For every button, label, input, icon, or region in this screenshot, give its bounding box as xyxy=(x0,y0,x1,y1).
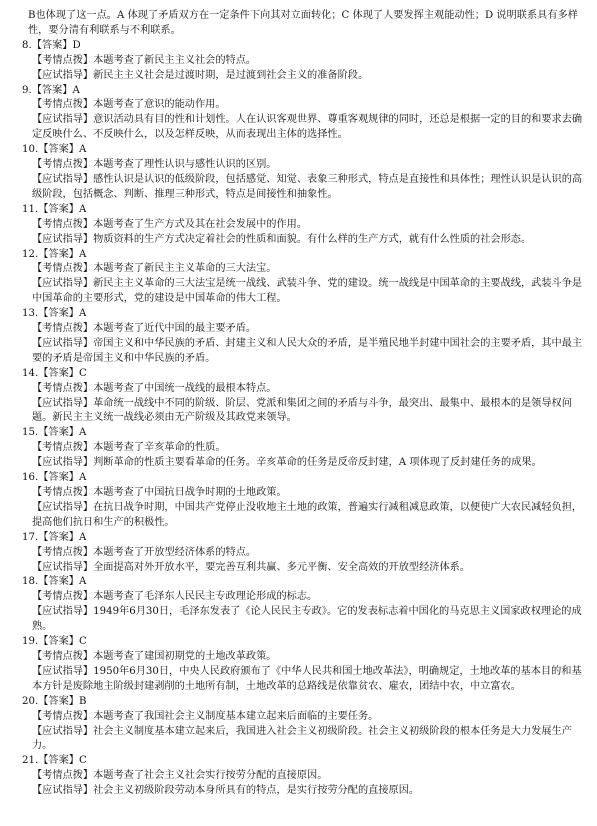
exam-point-row xyxy=(32,262,583,277)
guidance-row xyxy=(32,277,583,307)
question-number: 19. xyxy=(22,636,39,648)
answer-item xyxy=(22,248,583,308)
question-number: 20. xyxy=(22,695,39,707)
exam-point-tag: 【考情点拨】 xyxy=(32,710,94,722)
answer-label: 【答案】A xyxy=(38,144,87,156)
answer-label: 【答案】A xyxy=(38,203,87,215)
answer-label: 【答案】C xyxy=(38,367,87,379)
guidance-text: 革命统一战线中不同的阶级、阶层、党派和集团之间的矛盾与斗争，最突出、最集中、最根本的是领导权问题。新民主主义统一战线必须由无产阶级及其政党来领导。 xyxy=(32,397,572,424)
answer-heading xyxy=(22,635,583,650)
exam-point-text: 本题考查了近代中国的最主要矛盾。 xyxy=(93,323,257,335)
exam-point-text: 本题考查了生产方式及其在社会发展中的作用。 xyxy=(93,218,308,230)
guidance-row xyxy=(32,397,583,427)
guidance-row xyxy=(32,337,583,367)
guidance-row xyxy=(32,501,583,531)
exam-point-text: 本题考查了理性认识与感性认识的区别。 xyxy=(93,159,277,171)
exam-point-text: 本题考查了新民主主义革命的三大法宝。 xyxy=(93,263,277,275)
answer-heading xyxy=(22,754,583,769)
guidance-text: 在抗日战争时期，中国共产党停止没收地主土地的政策，普遍实行减租减息政策，以便使广大农民减轻负担，提高他们抗日和生产的积极性。 xyxy=(32,501,583,528)
guidance-row xyxy=(32,784,583,799)
exam-point-text: 本题考查了社会主义社会实行按劳分配的直接原因。 xyxy=(93,770,328,782)
question-number: 10. xyxy=(22,144,39,156)
answer-heading xyxy=(22,248,583,263)
guidance-row xyxy=(32,456,583,471)
exam-point-text: 本题考查了我国社会主义制度基本建立起来后面临的主要任务。 xyxy=(93,710,379,722)
exam-point-text: 本题考查了中国抗日战争时期的土地政策。 xyxy=(93,487,287,498)
answer-label: 【答案】A xyxy=(38,308,87,320)
answer-label: 【答案】D xyxy=(31,39,81,51)
answer-heading xyxy=(22,143,583,158)
guidance-text: 物质资料的生产方式决定着社会的性质和面貌。有什么样的生产方式，就有什么性质的社会形态。 xyxy=(93,233,532,245)
guidance-row xyxy=(32,725,583,755)
exam-point-text: 本题考查了新民主主义社会的特点。 xyxy=(93,54,257,66)
exam-point-tag: 【考情点拨】 xyxy=(32,650,94,662)
exam-point-tag: 【考情点拨】 xyxy=(32,442,94,454)
exam-point-row xyxy=(32,158,583,173)
answer-list xyxy=(22,39,583,799)
guidance-row xyxy=(32,173,583,203)
answer-item xyxy=(22,695,583,755)
answer-item xyxy=(22,471,583,531)
exam-point-row xyxy=(32,218,583,233)
exam-point-row xyxy=(32,769,583,784)
question-number: 11. xyxy=(22,203,39,215)
answer-heading xyxy=(22,203,583,218)
exam-point-row xyxy=(32,486,583,501)
exam-point-text: 本题考查了建国初期党的土地改革政策。 xyxy=(93,650,277,662)
answer-heading xyxy=(22,426,583,441)
answer-item xyxy=(22,531,583,576)
exam-point-tag: 【考情点拨】 xyxy=(32,99,94,111)
question-number: 13. xyxy=(22,308,39,320)
answer-heading xyxy=(22,84,583,99)
exam-point-tag: 【考情点拨】 xyxy=(32,218,94,230)
exam-point-row xyxy=(32,650,583,665)
question-number: 21. xyxy=(22,755,39,767)
answer-label: 【答案】A xyxy=(38,576,87,588)
guidance-row xyxy=(32,665,583,695)
question-number: 8. xyxy=(22,39,32,51)
guidance-row xyxy=(32,113,583,143)
exam-point-text: 本题考查了意识的能动作用。 xyxy=(93,99,226,111)
answer-label: 【答案】B xyxy=(38,695,87,707)
answer-heading xyxy=(22,695,583,710)
question-number: 9. xyxy=(22,84,32,96)
answer-label: 【答案】A xyxy=(38,531,87,543)
answer-label: 【答案】C xyxy=(38,755,87,767)
guidance-text: 社会主义初级阶段劳动本身所具有的特点，是实行按劳分配的直接原因。 xyxy=(93,785,420,797)
guidance-row xyxy=(32,605,583,635)
answer-item xyxy=(22,84,583,144)
question-number: 12. xyxy=(22,248,39,260)
exam-point-row xyxy=(32,590,583,605)
answer-label: 【答案】A xyxy=(38,472,87,484)
guidance-tag: 【应试指导】 xyxy=(32,665,94,677)
exam-point-tag: 【考情点拨】 xyxy=(32,770,94,782)
guidance-tag: 【应试指导】 xyxy=(32,114,94,126)
answer-heading xyxy=(22,531,583,546)
guidance-text: 意识活动具有目的性和计划性。人在认识客观世界、尊重客观规律的同时，还总是根据一定的目的和要求去确定反映什么、不反映什么，以及怎样反映，从而表现出主体的选择性。 xyxy=(32,114,583,141)
guidance-text: 新民主主义社会是过渡时期，是过渡到社会主义的准备阶段。 xyxy=(93,69,369,81)
exam-point-row xyxy=(32,382,583,397)
answer-label: 【答案】A xyxy=(38,427,87,439)
question-number: 17. xyxy=(22,531,39,543)
answer-heading xyxy=(22,471,583,486)
answer-item xyxy=(22,367,583,427)
guidance-text: 全面提高对外开放水平，要完善互利共赢、多元平衡、安全高效的开放型经济体系。 xyxy=(93,561,471,573)
exam-point-row xyxy=(32,441,583,456)
exam-point-row xyxy=(32,546,583,561)
guidance-row xyxy=(32,69,583,84)
question-number: 15. xyxy=(22,427,39,439)
answer-item xyxy=(22,143,583,203)
guidance-tag: 【应试指导】 xyxy=(32,278,94,290)
answer-item xyxy=(22,39,583,84)
intro-paragraph: B也体现了这一点。A 体现了矛盾双方在一定条件下向其对立面转化；C 体现了人要发挥主观能动性；D 说明联系具有多样性，要分清有利联系与不利联系。 xyxy=(28,10,578,36)
guidance-text: 1949年6月30日，毛泽东发表了《论人民民主专政》。它的发表标志着中国化的马克思主义国家政权理论的成熟。 xyxy=(32,606,582,633)
answer-item xyxy=(22,635,583,695)
guidance-text: 新民主主义革命的三大法宝是统一战线、武装斗争、党的建设。统一战线是中国革命的主要战线，武装斗争是中国革命的主要形式，党的建设是中国革命的伟大工程。 xyxy=(32,278,583,305)
answer-heading xyxy=(22,367,583,382)
guidance-tag: 【应试指导】 xyxy=(32,725,94,737)
guidance-tag: 【应试指导】 xyxy=(32,397,94,409)
answer-label: 【答案】A xyxy=(38,248,87,260)
guidance-tag: 【应试指导】 xyxy=(32,501,94,513)
exam-point-tag: 【考情点拨】 xyxy=(32,263,94,275)
exam-point-tag: 【考情点拨】 xyxy=(32,54,94,66)
guidance-tag: 【应试指导】 xyxy=(32,69,94,81)
exam-point-row xyxy=(32,54,583,69)
answer-item xyxy=(22,575,583,635)
answer-heading xyxy=(22,39,583,54)
guidance-row xyxy=(32,233,583,248)
guidance-text: 帝国主义和中华民族的矛盾、封建主义和人民大众的矛盾，是半殖民地半封建中国社会的主要矛盾，其中最主要的矛盾是帝国主义和中华民族的矛盾。 xyxy=(32,337,583,364)
exam-point-text: 本题考查了中国统一战线的最根本特点。 xyxy=(93,382,277,394)
exam-point-text: 本题考查了辛亥革命的性质。 xyxy=(93,442,226,454)
guidance-tag: 【应试指导】 xyxy=(32,457,94,469)
exam-point-tag: 【考情点拨】 xyxy=(32,546,94,558)
answer-item xyxy=(22,307,583,367)
answer-item xyxy=(22,203,583,248)
answer-heading xyxy=(22,575,583,590)
exam-point-row xyxy=(32,322,583,337)
guidance-tag: 【应试指导】 xyxy=(32,337,94,349)
answer-label: 【答案】A xyxy=(31,84,80,96)
exam-point-text: 本题考查了毛泽东人民民主专政理论形成的标志。 xyxy=(93,591,318,603)
question-number: 18. xyxy=(22,576,39,588)
guidance-text: 1950年6月30日，中央人民政府颁布了《中华人民共和国土地改革法》，明确规定，土地改革的基本目的和基本方针是废除地主阶级封建剥削的土地所有制，土地改革的总路线是依靠贫农、雇农，团结中农，中立富农。 xyxy=(32,665,582,692)
answer-item xyxy=(22,754,583,799)
question-number: 16. xyxy=(22,472,39,484)
guidance-text: 感性认识是认识的低级阶段，包括感觉、知觉、表象三种形式，特点是直接性和具体性；理性认识是认识的高级阶段，包括概念、判断、推理三种形式，特点是间接性和抽象性。 xyxy=(32,173,583,200)
guidance-tag: 【应试指导】 xyxy=(32,606,94,618)
question-number: 14. xyxy=(22,367,39,379)
answer-label: 【答案】C xyxy=(38,636,87,648)
guidance-tag: 【应试指导】 xyxy=(32,785,94,797)
guidance-tag: 【应试指导】 xyxy=(32,173,94,185)
exam-point-tag: 【考情点拨】 xyxy=(32,591,94,603)
exam-point-tag: 【考情点拨】 xyxy=(32,159,94,171)
exam-point-tag: 【考情点拨】 xyxy=(32,323,94,335)
exam-point-row xyxy=(32,98,583,113)
exam-point-row xyxy=(32,710,583,725)
guidance-text: 判断革命的性质主要看革命的任务。辛亥革命的任务是反帝反封建，A 项体现了反封建任务的成果。 xyxy=(93,457,542,469)
answer-heading xyxy=(22,307,583,322)
guidance-row xyxy=(32,561,583,576)
answer-item xyxy=(22,426,583,471)
exam-point-tag: 【考情点拨】 xyxy=(32,382,94,394)
guidance-text: 社会主义制度基本建立起来后，我国进入社会主义初级阶段。社会主义初级阶段的根本任务是大力发展生产力。 xyxy=(32,725,572,752)
exam-point-text: 本题考查了开放型经济体系的特点。 xyxy=(93,546,257,558)
guidance-tag: 【应试指导】 xyxy=(32,233,94,245)
exam-point-tag: 【考情点拨】 xyxy=(32,487,94,498)
guidance-tag: 【应试指导】 xyxy=(32,561,94,573)
